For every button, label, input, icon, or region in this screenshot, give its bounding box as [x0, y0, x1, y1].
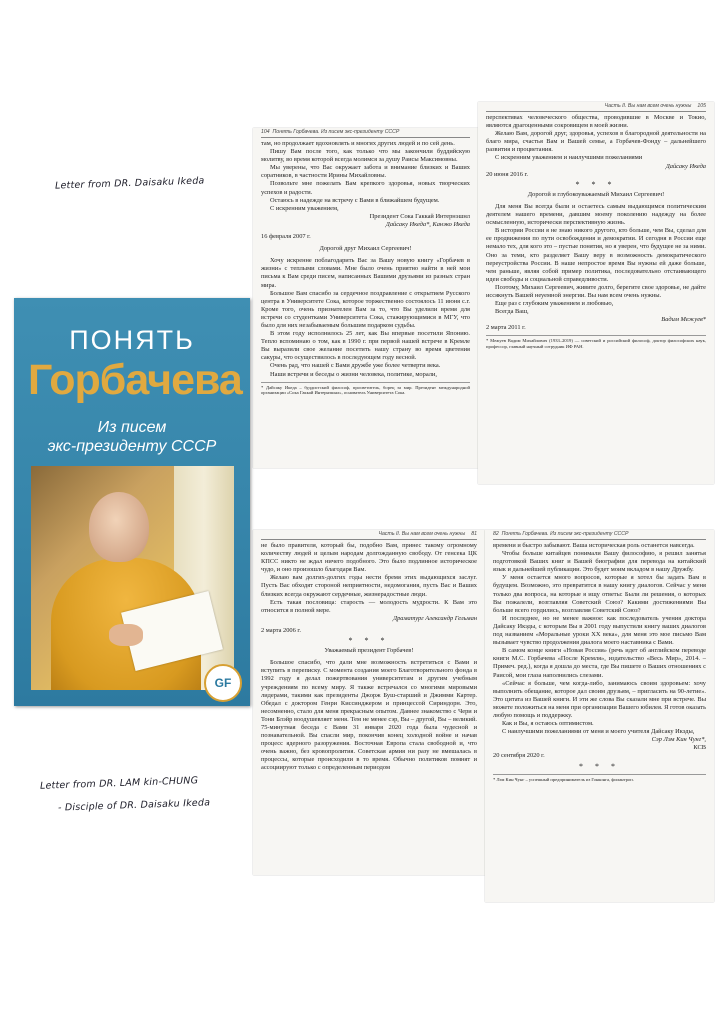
footnote: * Лэм Кин Чунг – успешный предприниматель из Гонконга, филантроп. — [493, 774, 706, 783]
handwritten-note-lam: Letter from DR. LAM kin-CHUNG — [39, 775, 199, 792]
letter-date: 20 июня 2016 г. — [486, 170, 529, 178]
person-head-shape — [89, 492, 149, 562]
hand-shape — [109, 624, 143, 646]
page-header: 104 Понять Горбачева. Из писем экс-президенту СССР — [261, 128, 470, 138]
section-divider: * * * — [575, 179, 617, 189]
letter-salutation: Дорогой и глубокоуважаемый Михаил Сергеевич! — [527, 190, 665, 198]
book-page-104 — [253, 128, 478, 468]
book-page-82 — [485, 530, 714, 902]
book-page-81 — [253, 530, 485, 875]
handwritten-note-ikeda: Letter from DR. Daisaku Ikeda — [54, 175, 205, 192]
cover-title-line1: ПОНЯТЬ — [69, 325, 195, 355]
page-header: Часть II. Вы нам всем очень нужны 81 — [261, 530, 477, 540]
footnote: * Дайсаку Икеда – буддистский философ, просветитель, борец за мир. Президент международной организации «Сока Гаккай Интернэшнл», основатель Университета Сока. — [261, 382, 470, 396]
cover-title-line2: Горбачева — [28, 356, 242, 404]
book-page-105 — [478, 102, 714, 484]
section-divider: * * * — [579, 761, 620, 771]
page-body: не было правителя, который бы, подобно Вам, принес такому огромному количеству людей и целым народам долгожданную свободу. От генсека ЦК КПСС никто не ждал ничего подобного. Это было подлинное историческое чудо, и оно произошло благодаря Вам. Желаю вам долгих-долгих годы нести бремя этих выдающихся заслуг. Пусть Вас обходят стороной неприятности, недомогания, пусть Вас и Ваших близких всегда окружают сердечные, жизнерадостные люди. Есть такая пословица: старость — молодость мудрости. К Вам это относится в полной мере. Драматург Александр Гельман 2 марта 2006 г. * * * Уважаемый президент Горбачев! Большое спасибо, что дали мне возможность встретиться с Вами и вступить в переписку. С момента создания моего Благотворительного фонда в 1992 году я делал пожертвования университетам и другим учебным учреждениям по всему миру. Я также встречался со многими мировыми лидерами, такими как президенты Джорж Буш-старший и Джимми Картер. Обедал с доктором Генри Киссинджером и принцессой Сириндорн. Это, несомненно, стало для меня прекрасным опытом. Давнее знакомство с Чери и Тони Блэйр воодушевляет меня. Тем не менее сэр, Вы – другой, Вы – великий. 75-минутная беседа с Вами 31 января 2020 года была чудесной и познавательной. Вы спасли мир, покончив конец холодной войне и начав процесс ядерного разоружения. Восточная Европа стала свободной и, что очень важно, без кровопролития. Советская армия ни разу не вмешалась в процессы, которые происходили в то время. Обычно политиков помнят и ассоциируют только с определенным периодом — [261, 542, 477, 772]
handwritten-note-disciple: - Disciple of DR. Daisaku Ikeda — [57, 797, 211, 814]
page-header: 82 Понять Горбачева. Из писем экс-президенту СССР — [493, 530, 706, 540]
letter-salutation: Уважаемый президент Горбачев! — [324, 647, 414, 655]
letter-date: 2 марта 2011 г. — [486, 324, 526, 332]
letter-date: 20 сентября 2020 г. — [493, 752, 545, 760]
page-header: Часть II. Вы нам всем очень нужны 105 — [486, 102, 706, 112]
page-body: перспективах человеческого общества, проводившие в Москве и Токио, являются драгоценными сокровищем в моей жизни. Желаю Вам, дорогой друг, здоровья, успехов в благородной деятельности на благо мира, счастья Вам и Вашей семье, а Горбачев-Фонду – дальнейшего развития и процветания. С искренним уважением и наилучшими пожеланиями Дайсаку Икеда 20 июня 2016 г. * * * Дорогой и глубокоуважаемый Михаил Сергеевич! Для меня Вы всегда были и остаетесь самым выдающимся политическим деятелем нашего времени, давшим моему поколению надежду на более осмысленную, исторически перспективную жизнь. В истории России я не знаю никого другого, кто больше, чем Вы, сделал для ее продвижения по пути освобождения и демократии. И сегодня в России еще немало тех, для кого это – пустые понятия, но я уверен, что будущее не за ними. Оно за теми, кто разделяет Вашу веру в возможность демократического переустройства России. В наше непростое время Вы нужны ей даже больше, чем раньше, являя собой пример политика, последовательно отстаивающего идеи свободы и социальной справедливости. Поэтому, Михаил Сергеевич, живите долго, берегите свое здоровье, не дайте иссякнуть Вашей неуемной энергии. Вы нам всем очень нужны. Еще раз с глубоким уважением и любовью, Всегда Ваш, Вадим Межуев* 2 марта 2011 г. — [486, 114, 706, 332]
letter-date: 16 февраля 2007 г. — [261, 233, 311, 241]
page-body: времени и быстро забывают. Ваша историческая роль останется навсегда. Чтобы больше китайцев понимали Вашу философию, я решил занятья подготовкой Ваших книг и Вашей биографии для перевода на китайский язык и дальнейшей публикации. Это будет моим вкладом в нашу Дружбу. У меня остается много вопросов, которые я хотел бы задать Вам в будущем. Возможно, это превратится в нашу книгу диалогов. Сейчас у меня только два вопроса, на которые я ищу ответы: Были ли решения, о которых Вы пожалели, возглавляя Советский Союз? Какими достижениями Вы больше всего гордились, возглавляя Советский Союз? И последнее, но не менее важное: как последователь учения доктора Дайсаку Икэды, с которым Вы в 2001 году выпустили книгу ваших диалогов под названием «Моральные уроки XX века», для меня это мое письмо Вам вызывает чувство продолжения диалога моего наставника с Вами. В самом конце книги «Новая Россия» (речь идет об английском переводе книги М.С. Горбачева «После Кремля», издательство «Весь Мир», 2014. – Примеч. ред.), когда я дошла до места, где Вы пишете о Ваших отношениях с Раисой, мои глаза наполнились слезами. «Сейчас я больше, чем когда-либо, занимаюсь своим здоровьем: хочу выполнить обещание, которое дал своим друзьям, – пригласить на 90-летие». Это цитата из Вашей книги. И эти же слова Вы сказали мне при встрече. Вы можете положиться на меня при организации Вашего юбилея. Я готов оказать любую помощь и поддержку. Как и Вы, я остаюсь оптимистом. С наилучшими пожеланиями от меня и моего учителя Дайсаку Икэды, Сэр Лэм Кин Чунг*, КСВ 20 сентября 2020 г. * * * — [493, 542, 706, 771]
letter-salutation: Дорогой друг Михаил Сергеевич! — [319, 245, 412, 253]
footnote: * Межуев Вадим Михайлович (1933–2019) — советский и российский философ, доктор философских наук, профессор, главный научный сотрудник ИФ РАН. — [486, 335, 706, 349]
letter-date: 2 марта 2006 г. — [261, 626, 301, 634]
book-cover — [14, 298, 250, 706]
page-body: там, но продолжает вдохновлять и многих других людей и по сей день. Пишу Вам после того, как только что мы закончили буддийскую молитву, во время которой всегда молимся за душу Раисы Максимовны. Мы уверены, что Вас окружает забота и внимание близких и Ваших соратников, в частности Ирины Михайловны. Позвольте мне пожелать Вам крепкого здоровья, новых творческих успехов и радости. Остаюсь в надежде на встречу с Вами в ближайшем будущем. С искренним уважением, Президент Сока Гаккай Интернэшнл Дайсаку Икеда*, Канэко Икеда 16 февраля 2007 г. Дорогой друг Михаил Сергеевич! Хочу искренне поблагодарить Вас за Вашу новую книгу «Горбачев в жизни» с теплыми словами. Мне было очень приятно найти в ней мои письма к Вам среди писем, написанных Вашими друзьями из разных стран мира. Большое Вам спасибо за сердечное поздравление с открытием Русского центра в Университете Сока, которое торжественно состоялось 11 июня с.г. Кроме того, очень признателен Вам за то, что Вы уделили время для встречи со студентками Университета Сока, стажирующимися в МГУ, что было для них незабываемым большим подарком судьбы. В этом году исполнилось 25 лет, как Вы впервые посетили Японию. Тепло вспоминаю о том, как в 1990 г. при первой нашей встрече в Кремле Вы выразили свое желание посетить нашу страну во время цветения сакуры, что осуществилось в последующем году весной. Очень рад, что нашей с Вами дружбе уже более четверти века. Наши встречи и беседы о жизни человека, политике, морали, — [261, 140, 470, 378]
section-divider: * * * — [348, 636, 390, 646]
cover-subtitle: Из писем экс-президенту СССР — [47, 419, 217, 455]
cover-photo — [31, 466, 234, 690]
publisher-logo: GF — [204, 664, 242, 702]
